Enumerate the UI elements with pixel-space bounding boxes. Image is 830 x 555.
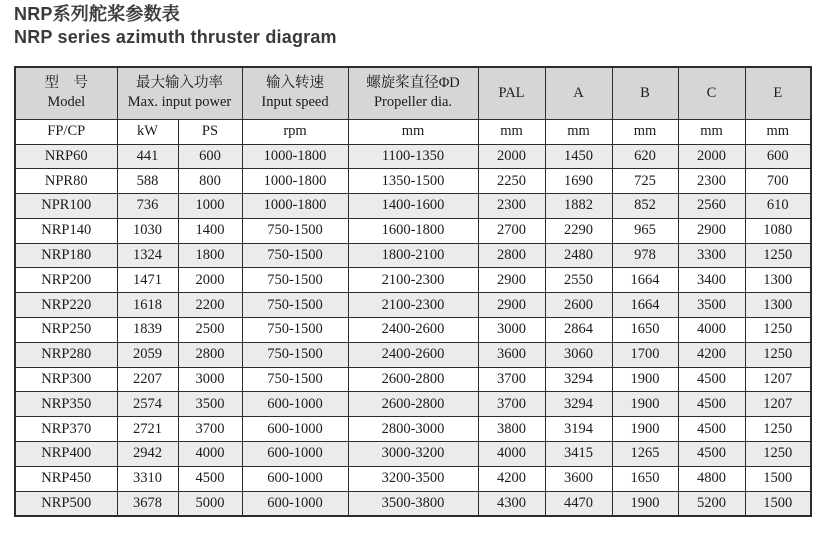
value-cell: 1250: [745, 342, 811, 367]
value-cell: 2900: [678, 218, 745, 243]
value-cell: 5000: [178, 491, 242, 516]
value-cell: 750-1500: [242, 293, 348, 318]
value-cell: 736: [117, 194, 178, 219]
value-cell: 2600-2800: [348, 392, 478, 417]
value-cell: 3400: [678, 268, 745, 293]
thruster-parameters-table: [14, 66, 812, 517]
value-cell: 3700: [178, 417, 242, 442]
value-cell: 1250: [745, 417, 811, 442]
value-cell: 2000: [478, 144, 545, 169]
value-cell: 4000: [178, 442, 242, 467]
table-header-row: [15, 67, 811, 119]
col-header-input-speed: [242, 67, 348, 119]
value-cell: 4000: [678, 318, 745, 343]
value-cell: 600-1000: [242, 442, 348, 467]
value-cell: 1300: [745, 268, 811, 293]
table-row: [15, 318, 811, 343]
col-header-power-en: Max. input power: [127, 94, 232, 111]
value-cell: 750-1500: [242, 218, 348, 243]
value-cell: 1000-1800: [242, 144, 348, 169]
value-cell: 4500: [678, 442, 745, 467]
value-cell: 750-1500: [242, 367, 348, 392]
model-cell: NPR100: [15, 194, 117, 219]
table-row: [15, 169, 811, 194]
value-cell: 3000: [478, 318, 545, 343]
model-cell: NRP180: [15, 243, 117, 268]
value-cell: 1000-1800: [242, 194, 348, 219]
value-cell: 3294: [545, 367, 612, 392]
model-cell: NRP220: [15, 293, 117, 318]
value-cell: 852: [612, 194, 678, 219]
model-cell: NRP250: [15, 318, 117, 343]
table-units-row: [15, 119, 811, 144]
value-cell: 1350-1500: [348, 169, 478, 194]
unit-cell-kw: kW: [117, 119, 178, 144]
value-cell: 3294: [545, 392, 612, 417]
value-cell: 4470: [545, 491, 612, 516]
value-cell: 4200: [478, 466, 545, 491]
col-header-c: C: [678, 67, 745, 119]
table-row: [15, 218, 811, 243]
table-row: [15, 293, 811, 318]
value-cell: 1600-1800: [348, 218, 478, 243]
value-cell: 1450: [545, 144, 612, 169]
value-cell: 1900: [612, 367, 678, 392]
table-row: [15, 417, 811, 442]
value-cell: 2207: [117, 367, 178, 392]
model-cell: NRP60: [15, 144, 117, 169]
value-cell: 2900: [478, 293, 545, 318]
value-cell: 1690: [545, 169, 612, 194]
value-cell: 4800: [678, 466, 745, 491]
value-cell: 965: [612, 218, 678, 243]
value-cell: 2300: [478, 194, 545, 219]
value-cell: 1207: [745, 367, 811, 392]
value-cell: 2560: [678, 194, 745, 219]
value-cell: 3700: [478, 392, 545, 417]
col-header-model: [15, 67, 117, 119]
value-cell: 2000: [178, 268, 242, 293]
value-cell: 2290: [545, 218, 612, 243]
value-cell: 3678: [117, 491, 178, 516]
value-cell: 2400-2600: [348, 342, 478, 367]
model-cell: NRP200: [15, 268, 117, 293]
table-row: [15, 392, 811, 417]
value-cell: 5200: [678, 491, 745, 516]
value-cell: 600: [745, 144, 811, 169]
col-header-speed-en: Input speed: [261, 94, 329, 111]
table-row: [15, 466, 811, 491]
value-cell: 1400: [178, 218, 242, 243]
value-cell: 2600-2800: [348, 367, 478, 392]
value-cell: 2600: [545, 293, 612, 318]
unit-cell-rpm: rpm: [242, 119, 348, 144]
value-cell: 3060: [545, 342, 612, 367]
value-cell: 750-1500: [242, 243, 348, 268]
value-cell: 2300: [678, 169, 745, 194]
value-cell: 4500: [678, 417, 745, 442]
unit-cell-dia: mm: [348, 119, 478, 144]
table-row: [15, 442, 811, 467]
model-cell: NRP500: [15, 491, 117, 516]
col-header-model-en: Model: [47, 94, 86, 111]
value-cell: 2100-2300: [348, 268, 478, 293]
value-cell: 1207: [745, 392, 811, 417]
value-cell: 2942: [117, 442, 178, 467]
model-cell: NPR80: [15, 169, 117, 194]
value-cell: 3415: [545, 442, 612, 467]
unit-cell-model: FP/CP: [15, 119, 117, 144]
value-cell: 1839: [117, 318, 178, 343]
col-header-speed-zh: 输入转速: [266, 75, 324, 92]
value-cell: 3000: [178, 367, 242, 392]
value-cell: 3300: [678, 243, 745, 268]
model-cell: NRP370: [15, 417, 117, 442]
value-cell: 2059: [117, 342, 178, 367]
col-header-dia-en: Propeller dia.: [373, 94, 453, 111]
value-cell: 2480: [545, 243, 612, 268]
value-cell: 3700: [478, 367, 545, 392]
value-cell: 1324: [117, 243, 178, 268]
value-cell: 1664: [612, 268, 678, 293]
model-cell: NRP140: [15, 218, 117, 243]
table-body: [15, 144, 811, 516]
table-row: [15, 194, 811, 219]
value-cell: 2400-2600: [348, 318, 478, 343]
value-cell: 2574: [117, 392, 178, 417]
value-cell: 1471: [117, 268, 178, 293]
col-header-e: E: [745, 67, 811, 119]
col-header-model-zh: 型 号: [44, 75, 88, 92]
value-cell: 2864: [545, 318, 612, 343]
col-header-propeller-dia: [348, 67, 478, 119]
col-header-a: A: [545, 67, 612, 119]
value-cell: 1250: [745, 243, 811, 268]
value-cell: 2500: [178, 318, 242, 343]
value-cell: 1030: [117, 218, 178, 243]
value-cell: 620: [612, 144, 678, 169]
value-cell: 600-1000: [242, 392, 348, 417]
value-cell: 3310: [117, 466, 178, 491]
value-cell: 1700: [612, 342, 678, 367]
value-cell: 3500: [178, 392, 242, 417]
value-cell: 1664: [612, 293, 678, 318]
value-cell: 1265: [612, 442, 678, 467]
unit-cell-e: mm: [745, 119, 811, 144]
value-cell: 610: [745, 194, 811, 219]
value-cell: 1900: [612, 392, 678, 417]
col-header-max-input-power: [117, 67, 242, 119]
value-cell: 750-1500: [242, 318, 348, 343]
value-cell: 2700: [478, 218, 545, 243]
value-cell: 2200: [178, 293, 242, 318]
value-cell: 1250: [745, 442, 811, 467]
value-cell: 1650: [612, 318, 678, 343]
table-row: [15, 491, 811, 516]
value-cell: 725: [612, 169, 678, 194]
value-cell: 1900: [612, 491, 678, 516]
value-cell: 600-1000: [242, 417, 348, 442]
model-cell: NRP450: [15, 466, 117, 491]
value-cell: 3200-3500: [348, 466, 478, 491]
value-cell: 1882: [545, 194, 612, 219]
unit-cell-b: mm: [612, 119, 678, 144]
value-cell: 3000-3200: [348, 442, 478, 467]
value-cell: 1900: [612, 417, 678, 442]
page-title-en: NRP series azimuth thruster diagram: [14, 27, 337, 47]
value-cell: 3600: [478, 342, 545, 367]
value-cell: 2800: [478, 243, 545, 268]
value-cell: 1100-1350: [348, 144, 478, 169]
value-cell: 2800-3000: [348, 417, 478, 442]
model-cell: NRP280: [15, 342, 117, 367]
value-cell: 1250: [745, 318, 811, 343]
value-cell: 1618: [117, 293, 178, 318]
table-row: [15, 144, 811, 169]
value-cell: 4200: [678, 342, 745, 367]
value-cell: 1500: [745, 491, 811, 516]
col-header-b: B: [612, 67, 678, 119]
table-row: [15, 342, 811, 367]
value-cell: 4300: [478, 491, 545, 516]
value-cell: 1650: [612, 466, 678, 491]
value-cell: 3194: [545, 417, 612, 442]
value-cell: 2550: [545, 268, 612, 293]
unit-cell-pal: mm: [478, 119, 545, 144]
value-cell: 1080: [745, 218, 811, 243]
table-row: [15, 268, 811, 293]
value-cell: 1300: [745, 293, 811, 318]
value-cell: 441: [117, 144, 178, 169]
col-header-pal: PAL: [478, 67, 545, 119]
value-cell: 700: [745, 169, 811, 194]
unit-cell-ps: PS: [178, 119, 242, 144]
value-cell: 3500-3800: [348, 491, 478, 516]
value-cell: 3800: [478, 417, 545, 442]
value-cell: 588: [117, 169, 178, 194]
value-cell: 750-1500: [242, 342, 348, 367]
value-cell: 600: [178, 144, 242, 169]
value-cell: 1500: [745, 466, 811, 491]
value-cell: 2250: [478, 169, 545, 194]
value-cell: 800: [178, 169, 242, 194]
value-cell: 4500: [178, 466, 242, 491]
value-cell: 3600: [545, 466, 612, 491]
value-cell: 600-1000: [242, 491, 348, 516]
value-cell: 2000: [678, 144, 745, 169]
value-cell: 2800: [178, 342, 242, 367]
value-cell: 2100-2300: [348, 293, 478, 318]
value-cell: 1000-1800: [242, 169, 348, 194]
value-cell: 600-1000: [242, 466, 348, 491]
value-cell: 1400-1600: [348, 194, 478, 219]
value-cell: 978: [612, 243, 678, 268]
value-cell: 1000: [178, 194, 242, 219]
model-cell: NRP300: [15, 367, 117, 392]
page-title-zh: NRP系列舵桨参数表: [14, 4, 181, 24]
unit-cell-c: mm: [678, 119, 745, 144]
col-header-power-zh: 最大输入功率: [136, 75, 223, 92]
value-cell: 750-1500: [242, 268, 348, 293]
table-row: [15, 243, 811, 268]
unit-cell-a: mm: [545, 119, 612, 144]
model-cell: NRP400: [15, 442, 117, 467]
value-cell: 1800-2100: [348, 243, 478, 268]
table-row: [15, 367, 811, 392]
value-cell: 2900: [478, 268, 545, 293]
value-cell: 4500: [678, 392, 745, 417]
value-cell: 4000: [478, 442, 545, 467]
value-cell: 1800: [178, 243, 242, 268]
value-cell: 2721: [117, 417, 178, 442]
col-header-dia-zh: 螺旋桨直径ΦD: [366, 75, 460, 92]
value-cell: 4500: [678, 367, 745, 392]
value-cell: 3500: [678, 293, 745, 318]
model-cell: NRP350: [15, 392, 117, 417]
